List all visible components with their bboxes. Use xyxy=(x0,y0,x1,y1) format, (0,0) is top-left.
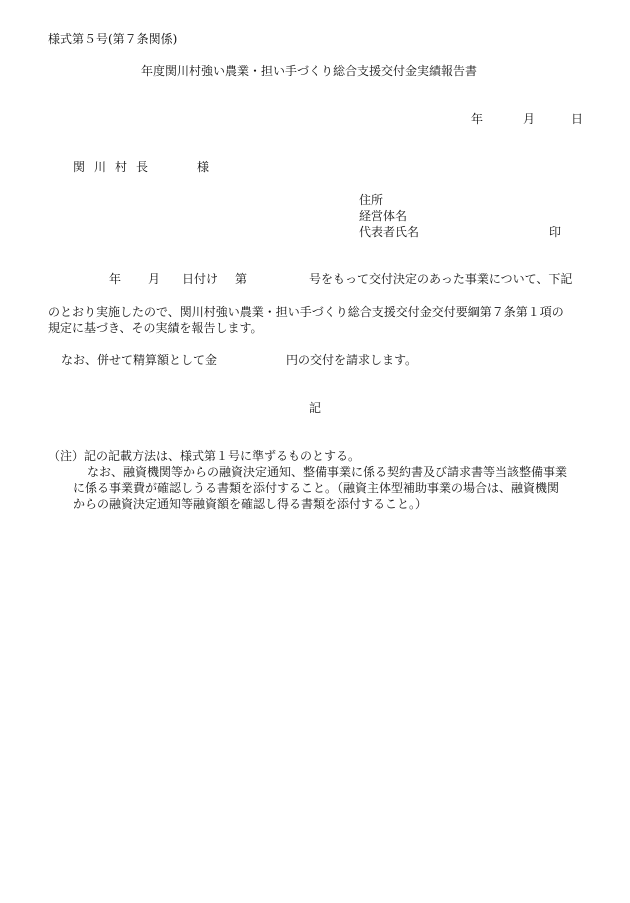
addressee-name: 関川村長 xyxy=(73,160,158,174)
form-number: 様式第５号(第７条関係) xyxy=(48,32,178,46)
body-paragraph-line1: 号をもって交付決定のあった事業について、下記 xyxy=(309,272,573,286)
date-month-label: 月 xyxy=(523,112,536,126)
settlement-request-text-end: 円の交付を請求します。 xyxy=(286,353,418,367)
body-year-label: 年 xyxy=(109,272,122,286)
applicant-entity-label: 経営体名 xyxy=(359,209,408,223)
document-title: 年度関川村強い農業・担い手づくり総合支援交付金実績報告書 xyxy=(141,64,478,78)
note-line-4: からの融資決定通知等融資額を確認し得る書類を添付すること。） xyxy=(73,497,428,511)
body-number-prefix: 第 xyxy=(235,272,248,286)
note-line-2: なお、融資機関等からの融資決定通知、整備事業に係る契約書及び請求書等当該整備事業 xyxy=(87,465,568,479)
applicant-representative-label: 代表者氏名 xyxy=(359,225,420,239)
date-year-label: 年 xyxy=(471,112,484,126)
date-day-label: 日 xyxy=(571,112,584,126)
ki-heading: 記 xyxy=(309,401,322,415)
addressee-honorific: 様 xyxy=(197,160,210,174)
settlement-request-text: なお、併せて精算額として金 xyxy=(61,353,218,367)
seal-mark: 印 xyxy=(549,225,562,239)
body-month-label: 月 xyxy=(148,272,161,286)
applicant-address-label: 住所 xyxy=(359,193,384,207)
body-paragraph-line2: のとおり実施したので、関川村強い農業・担い手づくり総合支援交付金交付要綱第７条第１項の xyxy=(48,305,564,319)
body-dated-label: 日付け xyxy=(182,272,219,286)
body-paragraph-line3: 規定に基づき、その実績を報告します。 xyxy=(48,321,263,335)
note-line-1: （注）記の記載方法は、様式第１号に準ずるものとする。 xyxy=(48,449,361,463)
note-line-3: に係る事業費が確認しうる書類を添付すること。（融資主体型補助事業の場合は、融資機関 xyxy=(73,481,560,495)
